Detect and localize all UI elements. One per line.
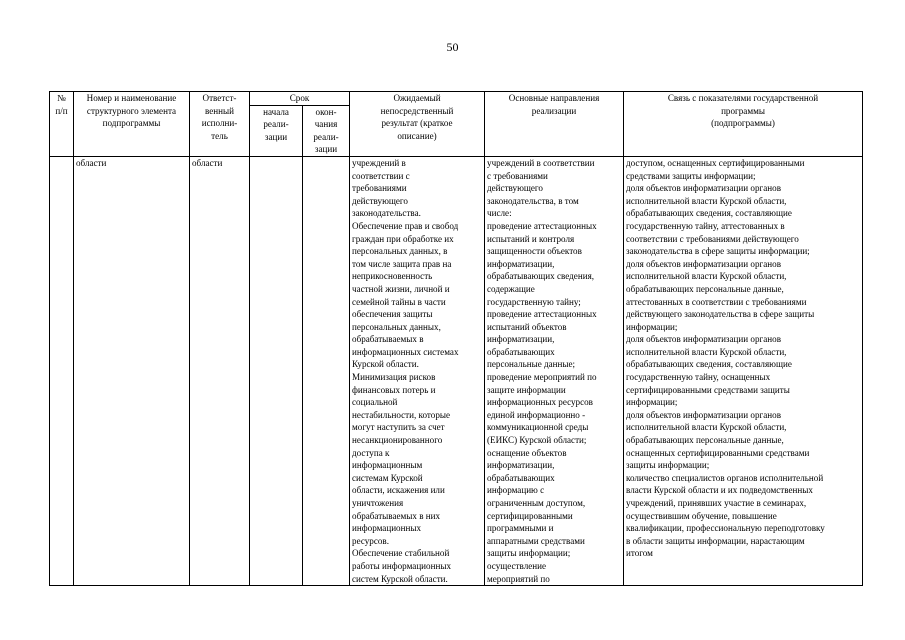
cell-num	[50, 156, 74, 585]
cell-directions: учреждений в соответствии с требованиями действующего законодательства, в том числе: проведение аттестационных испытаний и контроля защищенности объектов информатизации, обрабатывающих сведения, содержащие государственную тайну; проведение аттестационных испытаний объектов информатизации, обрабатывающих персональные данные; проведение мероприятий по защите информации информационных ресурсов единой информационно - коммуникационной среды (ЕИКС) Курской области; оснащение объектов информатизации, обрабатывающих информацию с ограниченным доступом, сертифицированными программными и аппаратными средствами защиты информации; осуществление мероприятий по	[485, 156, 624, 585]
cell-name: области	[74, 156, 190, 585]
header-indicators: Связь с показателями государственной программы (подпрограммы)	[624, 92, 863, 157]
header-num: № п/п	[50, 92, 74, 157]
header-directions: Основные направления реализации	[485, 92, 624, 157]
header-responsible: Ответст- венный исполни- тель	[190, 92, 250, 157]
cell-indicators: доступом, оснащенных сертифицированными средствами защиты информации; доля объектов информатизации органов исполнительной власти Курской области, обрабатывающих сведения, составляющие государственную тайну, аттестованных в соответствии с требованиями действующего законодательства в сфере защиты информации; доля объектов информатизации органов исполнительной власти Курской области, обрабатывающих персональные данные, аттестованных в соответствии с требованиями действующего законодательства в сфере защиты информации; доля объектов информатизации органов исполнительной власти Курской области, обрабатывающих сведения, составляющие государственную тайну, оснащенных сертифицированными средствами защиты информации; доля объектов информатизации органов исполнительной власти Курской области, обрабатывающих персональные данные, оснащенных сертифицированными средствами защиты информации; количество специалистов органов исполнительной власти Курской области и их подведомственных учреждений, принявших участие в семинарах, осуществившим обучение, повышение квалификации, профессиональную переподготовку в области защиты информации, нарастающим итогом	[624, 156, 863, 585]
cell-term-start	[250, 156, 303, 585]
cell-term-end	[303, 156, 350, 585]
header-name: Номер и наименование структурного элемента подпрограммы	[74, 92, 190, 157]
header-term: Срок	[250, 92, 350, 106]
table-row	[50, 156, 863, 585]
table-container	[49, 91, 862, 584]
program-table	[49, 91, 863, 586]
page-number: 50	[446, 40, 459, 54]
header-term-end: окон- чания реали- зации	[303, 105, 350, 156]
header-term-start: начала реали- зации	[250, 105, 303, 156]
cell-responsible: области	[190, 156, 250, 585]
cell-expected-result: учреждений в соответствии с требованиями действующего законодательства. Обеспечение прав и свобод граждан при обработке их персональных данных, в том числе защита прав на неприкосновенность частной жизни, личной и семейной тайны в части обеспечения защиты персональных данных, обрабатываемых в информационных системах Курской области. Минимизация рисков финансовых потерь и социальной нестабильности, которые могут наступить за счет несанкционированного доступа к информационным системам Курской области, искажения или уничтожения обрабатываемых в них информационных ресурсов. Обеспечение стабильной работы информационных систем Курской области.	[350, 156, 485, 585]
header-expected-result: Ожидаемый непосредственный результат (краткое описание)	[350, 92, 485, 157]
